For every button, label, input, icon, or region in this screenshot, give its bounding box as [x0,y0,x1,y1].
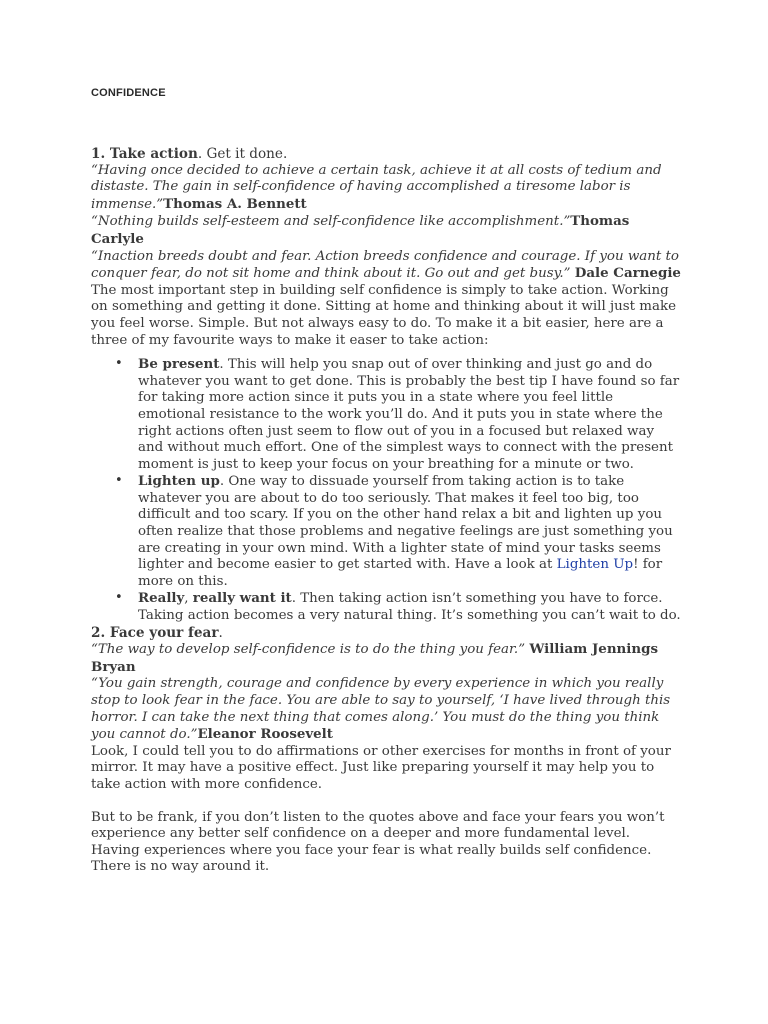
list-item: • Really, really want it. Then taking action isn’t something you have to force. Taking action becomes a very natural thing. It’s something you can’t wait to do. [138,590,681,624]
quote-author: Thomas Carlyle [91,213,630,247]
quote-author: Thomas A. Bennett [163,195,307,212]
quote-author: Eleanor Roosevelt [197,726,333,743]
quote: “Having once decided to achieve a certain task, achieve it at all costs of tedium and distaste. The gain in self-confidence of having accomplished a tiresome labor is immense.”Thomas A. Bennett [91,162,662,212]
paragraph: But to be frank, if you don’t listen to the quotes above and face your fears you won’t experience any better self confidence on a deeper and more fundamental level. Having experiences where you face your fear is what really builds self confidence. There is no way around it. [91,809,665,875]
document-heading: CONFIDENCE [91,87,166,99]
quote: “You gain strength, courage and confidence by every experience in which you really stop to look fear in the face. You are able to say to yourself, ‘I have lived through this horror. I can take the next thing that comes along.’ You must do the thing you think you cannot do.”Eleanor Roosevelt [91,676,671,743]
quote-author: William Jennings Bryan [91,641,659,675]
section-2-title: 2. Face your fear. [91,624,223,641]
paragraph: The most important step in building self confidence is simply to take action. Working on something and getting it done. Sitting at home and thinking about it will just make you feel worse. Simple. But not always easy to do. To make it a bit easier, here are a three of my favourite ways to make it easer to take action: [91,282,676,348]
quote: “The way to develop self-confidence is to do the thing you fear.” William Jennings Bryan [91,641,659,675]
list-item: • Lighten up. One way to dissuade yourself from taking action is to take whatever you are about to do too seriously. That makes it feel too big, too difficult and too scary. If you on the other hand relax a bit and lighten up you often realize that those problems and negative feelings are just something you are creating in your own mind. With a lighter state of mind your tasks seems lighter and become easier to get started with. Have a look at Lighten Up! for more on this. [138,473,681,590]
paragraph-spacer [91,794,681,810]
action-tips-list [91,356,681,625]
paragraph: Look, I could tell you to do affirmations or other exercises for months in front of your mirror. It may have a positive effect. Just like preparing yourself it may help you to take action with more confidence. [91,743,671,792]
quote: “Inaction breeds doubt and fear. Action breeds confidence and courage. If you want to conquer fear, do not sit home and think about it. Go out and get busy.” Dale Carnegie [91,248,681,282]
quote-author: Dale Carnegie [574,265,681,282]
document-body [91,146,681,876]
section-1-title: 1. Take action. Get it done. [91,146,288,162]
quote: “Nothing builds self-esteem and self-confidence like accomplishment.”Thomas Carlyle [91,213,630,247]
list-item: • Be present. This will help you snap out of over thinking and just go and do whatever you want to get done. This is probably the best tip I have found so far for taking more action since it puts you in a state where you feel little emotional resistance to the work you’ll do. And it puts you in state where the right actions often just seem to flow out of you in a focused but relaxed way and without much effort. One of the simplest ways to connect with the present moment is just to keep your focus on your breathing for a minute or two. [138,356,681,473]
lighten-up-link[interactable]: Lighten Up [556,557,634,573]
